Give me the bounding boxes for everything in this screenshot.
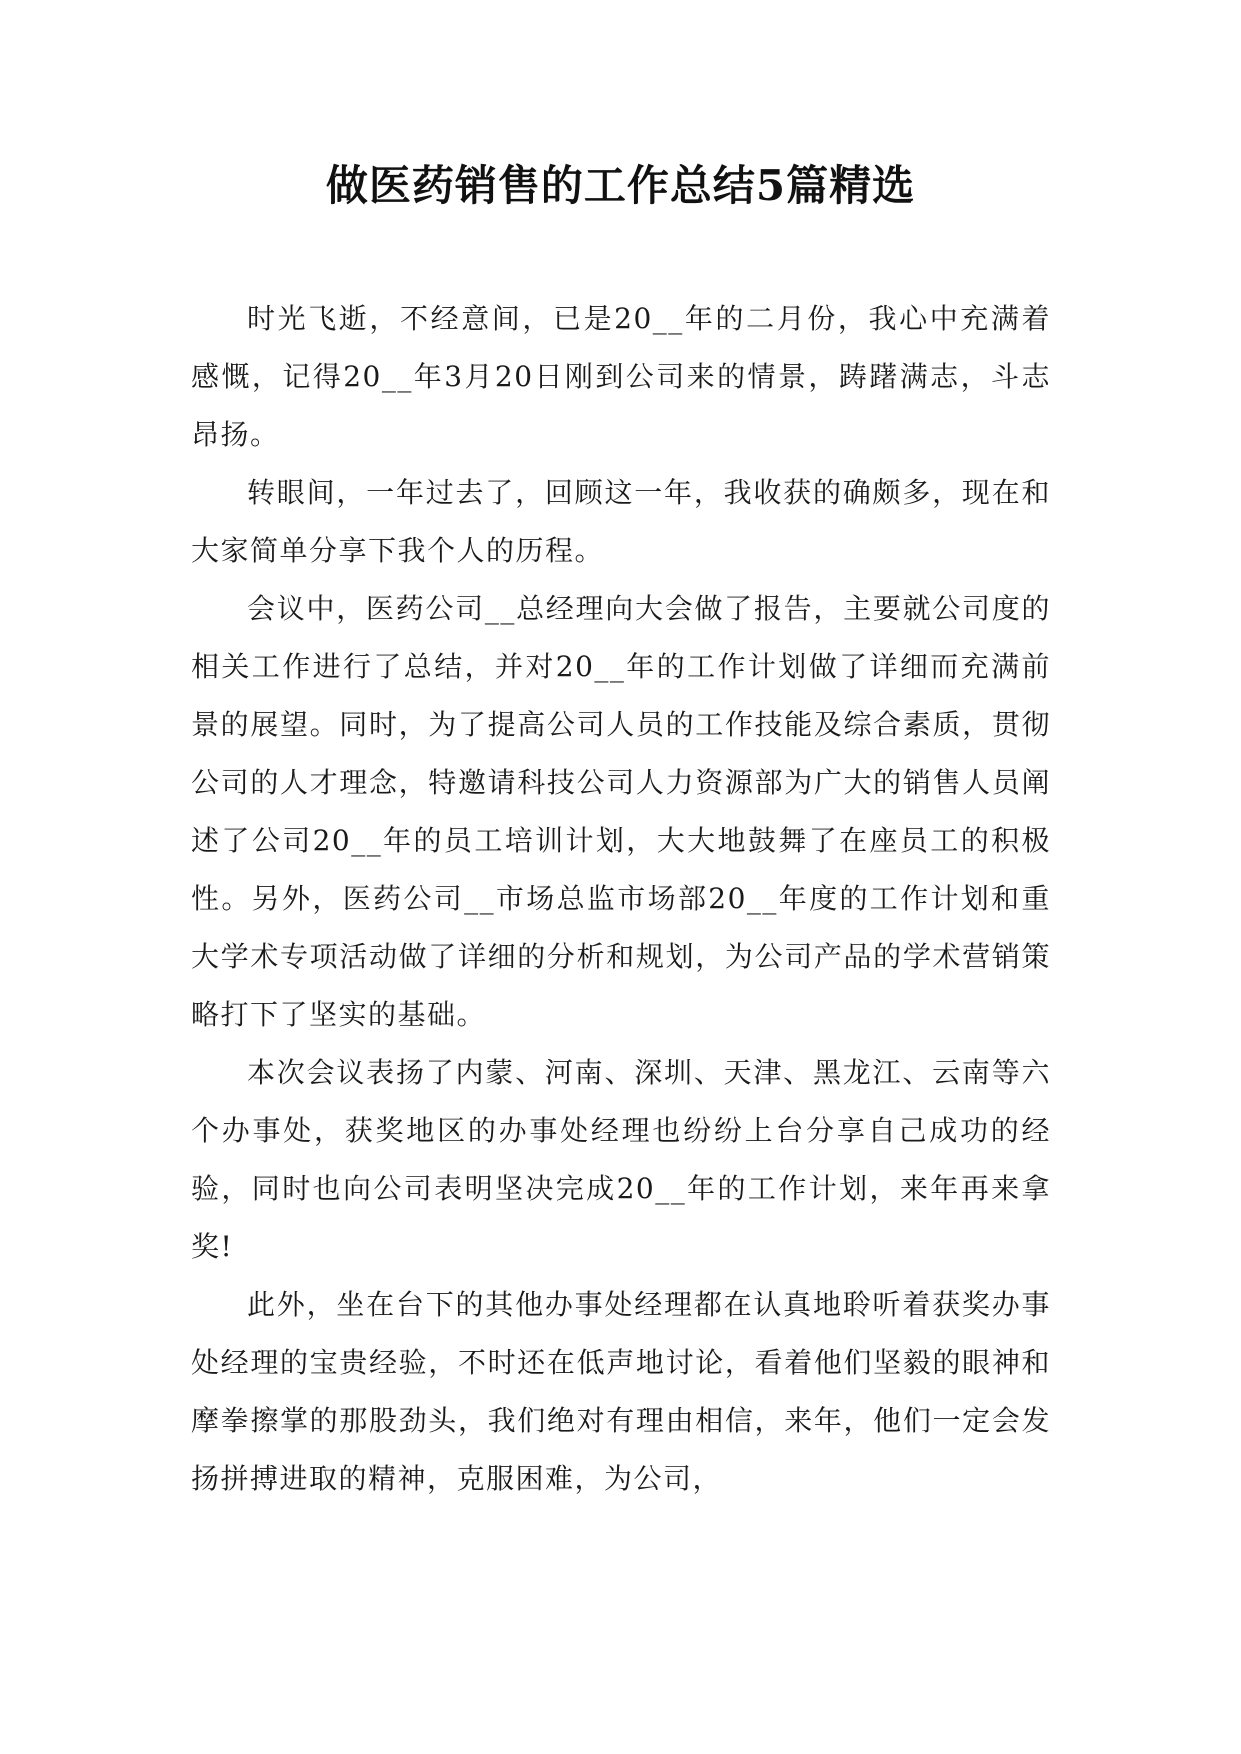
document-title: 做医药销售的工作总结5篇精选	[325, 161, 916, 210]
paragraph: 时光飞逝，不经意间，已是20__年的二月份，我心中充满着感慨，记得20__年3月20日刚到公司来的情景，踌躇满志，斗志昂扬。	[191, 302, 1051, 451]
paragraph: 转眼间，一年过去了，回顾这一年，我收获的确颇多，现在和大家简单分享下我个人的历程。	[191, 476, 1051, 567]
paragraph: 此外，坐在台下的其他办事处经理都在认真地聆听着获奖办事处经理的宝贵经验，不时还在低声地讨论，看着他们坚毅的眼神和摩拳擦掌的那股劲头，我们绝对有理由相信，来年，他们一定会发扬拼搏进取的精神，克服困难，为公司，	[191, 1288, 1051, 1495]
paragraph: 会议中，医药公司__总经理向大会做了报告，主要就公司度的相关工作进行了总结，并对20__年的工作计划做了详细而充满前景的展望。同时，为了提高公司人员的工作技能及综合素质，贯彻公司的人才理念，特邀请科技公司人力资源部为广大的销售人员阐述了公司20__年的员工培训计划，大大地鼓舞了在座员工的积极性。另外，医药公司__市场总监市场部20__年度的工作计划和重大学术专项活动做了详细的分析和规划，为公司产品的学术营销策略打下了坚实的基础。	[191, 592, 1051, 1031]
document-body	[191, 290, 1051, 1508]
paragraph: 本次会议表扬了内蒙、河南、深圳、天津、黑龙江、云南等六个办事处，获奖地区的办事处经理也纷纷上台分享自己成功的经验，同时也向公司表明坚决完成20__年的工作计划，来年再来拿奖!	[191, 1056, 1051, 1263]
